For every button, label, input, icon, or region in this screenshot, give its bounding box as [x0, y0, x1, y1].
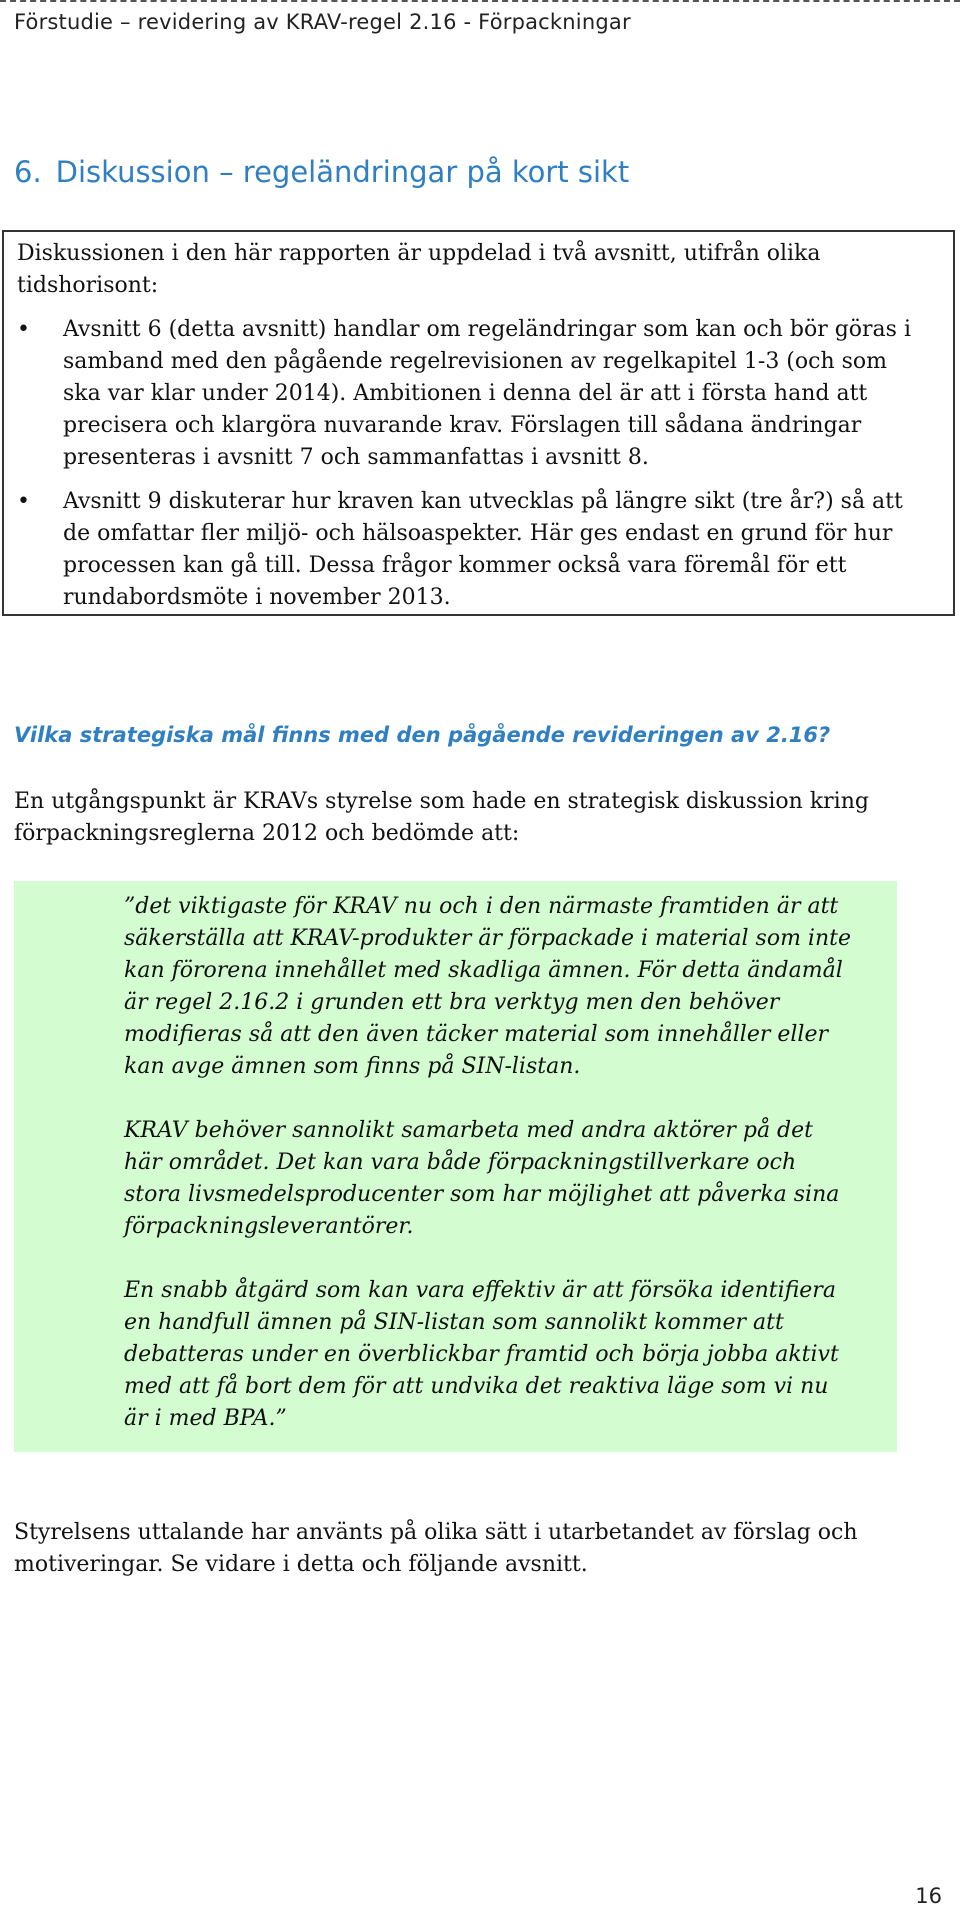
quote-paragraph: En snabb åtgärd som kan vara effektiv är att försöka identifiera en handfull ämnen på SIN-listan som sannolikt kommer att debatteras under en överblickbar framtid och börja jobba aktivt med att få bort dem för att undvika det reaktiva läge som vi nu är i med BPA.”	[124, 1278, 839, 1431]
intro-bullet-list	[17, 314, 931, 614]
running-header: Förstudie – revidering av KRAV-regel 2.16 - Förpackningar	[14, 10, 631, 34]
closing-paragraph: Styrelsens uttalande har använts på olika sätt i utarbetandet av förslag och motiveringar. Se vidare i detta och följande avsnitt.	[14, 1520, 858, 1577]
quote-paragraph: ”det viktigaste för KRAV nu och i den närmaste framtiden är att säkerställa att KRAV-produkter är förpackade i material som inte kan förorena innehållet med skadliga ämnen. För detta ändamål är regel 2.16.2 i grunden ett bra verktyg men den behöver modifieras så att den även täcker material som innehåller eller kan avge ämnen som finns på SIN-listan.	[124, 894, 851, 1079]
page-number: 16	[915, 1884, 942, 1908]
intro-lead: Diskussionen i den här rapporten är uppdelad i två avsnitt, utifrån olika tidshorisont:	[17, 241, 821, 298]
quote-paragraph: KRAV behöver sannolikt samarbeta med andra aktörer på det här området. Det kan vara både förpackningstillverkare och stora livsmedelsproducenter som har möjlighet att påverka sina förpackningsleverantörer.	[124, 1118, 840, 1239]
intro-bullet-item	[17, 486, 931, 614]
section-title: Diskussion – regeländringar på kort sikt	[55, 155, 630, 189]
intro-box	[2, 230, 955, 616]
bullet-icon: •	[17, 317, 30, 342]
bullet-icon: •	[17, 489, 30, 514]
board-quote-box	[14, 881, 897, 1452]
section-number: 6.	[14, 155, 42, 189]
intro-bullet-text: Avsnitt 9 diskuterar hur kraven kan utvecklas på längre sikt (tre år?) så att de omfattar fler miljö- och hälsoaspekter. Här ges endast en grund för hur processen kan gå till. Dessa frågor kommer också vara föremål för ett rundabordsmöte i november 2013.	[63, 489, 903, 610]
page-top-border	[0, 0, 960, 6]
board-intro-paragraph: En utgångspunkt är KRAVs styrelse som hade en strategisk diskussion kring förpackningsreglerna 2012 och bedömde att:	[14, 789, 869, 846]
section-heading	[14, 155, 629, 189]
intro-bullet-text: Avsnitt 6 (detta avsnitt) handlar om regeländringar som kan och bör göras i samband med den pågående regelrevisionen av regelkapitel 1-3 (och som ska var klar under 2014). Ambitionen i denna del är att i första hand att precisera och klargöra nuvarande krav. Förslagen till sådana ändringar presenteras i avsnitt 7 och sammanfattas i avsnitt 8.	[63, 317, 911, 470]
strategic-goals-subheading: Vilka strategiska mål finns med den pågående revideringen av 2.16?	[14, 723, 831, 747]
intro-bullet-item	[17, 314, 931, 474]
